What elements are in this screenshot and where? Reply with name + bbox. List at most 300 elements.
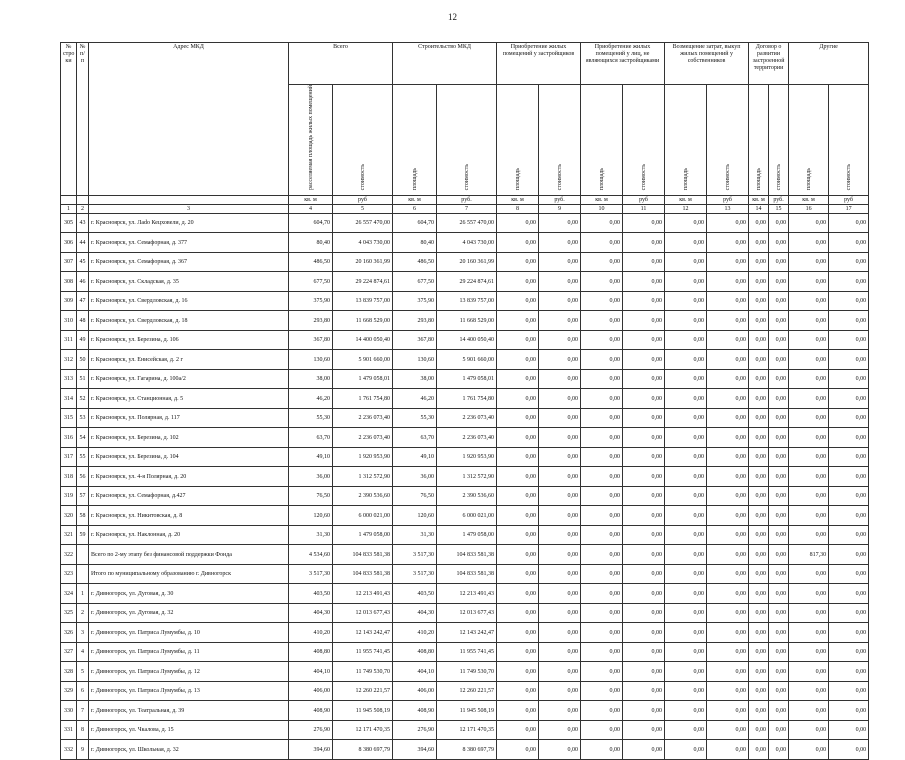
total-area: 63,70: [289, 428, 333, 448]
value-cell: 0,00: [789, 408, 829, 428]
row-number: 306: [61, 233, 77, 253]
value-cell: 0,00: [789, 506, 829, 526]
construction-area: 394,60: [393, 740, 437, 760]
value-cell: 0,00: [665, 740, 707, 760]
value-cell: 0,00: [789, 291, 829, 311]
value-cell: 0,00: [789, 467, 829, 487]
construction-cost: 14 400 050,40: [437, 330, 497, 350]
item-number: 52: [77, 389, 89, 409]
value-cell: 0,00: [497, 623, 539, 643]
row-number: 321: [61, 525, 77, 545]
row-number: 305: [61, 213, 77, 233]
construction-area: 406,00: [393, 681, 437, 701]
value-cell: 0,00: [707, 564, 749, 584]
value-cell: 0,00: [497, 369, 539, 389]
value-cell: 0,00: [581, 369, 623, 389]
value-cell: 0,00: [829, 584, 869, 604]
value-cell: 0,00: [829, 545, 869, 565]
value-cell: 0,00: [623, 447, 665, 467]
value-cell: 0,00: [707, 584, 749, 604]
column-number: 3: [89, 204, 289, 213]
total-cost: 104 833 581,38: [333, 564, 393, 584]
row-number: 316: [61, 428, 77, 448]
value-cell: 0,00: [539, 467, 581, 487]
value-cell: 0,00: [749, 311, 769, 331]
construction-area: 120,60: [393, 506, 437, 526]
table-row: [61, 272, 869, 292]
vheader-area: площадь: [755, 167, 762, 190]
value-cell: 0,00: [497, 506, 539, 526]
item-number: 9: [77, 740, 89, 760]
value-cell: 0,00: [539, 311, 581, 331]
value-cell: 0,00: [769, 584, 789, 604]
construction-cost: 12 143 242,47: [437, 623, 497, 643]
value-cell: 0,00: [749, 350, 769, 370]
value-cell: 0,00: [665, 720, 707, 740]
value-cell: 0,00: [623, 428, 665, 448]
value-cell: 0,00: [497, 603, 539, 623]
value-cell: 0,00: [789, 233, 829, 253]
units-row: [61, 195, 869, 204]
value-cell: 0,00: [749, 720, 769, 740]
construction-cost: 12 260 221,57: [437, 681, 497, 701]
row-number: 328: [61, 662, 77, 682]
value-cell: 0,00: [789, 623, 829, 643]
address-cell: г. Красноярск, ул. 4-я Полярная, д. 20: [89, 467, 289, 487]
value-cell: 0,00: [665, 233, 707, 253]
address-cell: г. Красноярск, ул. Складская, д. 35: [89, 272, 289, 292]
value-cell: 0,00: [829, 642, 869, 662]
total-area: 55,30: [289, 408, 333, 428]
construction-area: 276,90: [393, 720, 437, 740]
total-area: 31,30: [289, 525, 333, 545]
value-cell: 0,00: [769, 428, 789, 448]
value-cell: 0,00: [707, 623, 749, 643]
value-cell: 0,00: [497, 662, 539, 682]
table-row: [61, 642, 869, 662]
header-total: Всего: [289, 43, 393, 85]
value-cell: 0,00: [665, 564, 707, 584]
value-cell: 0,00: [829, 291, 869, 311]
value-cell: 0,00: [749, 233, 769, 253]
table-row: [61, 720, 869, 740]
value-cell: 0,00: [665, 350, 707, 370]
construction-area: 604,70: [393, 213, 437, 233]
construction-area: 76,50: [393, 486, 437, 506]
value-cell: 0,00: [539, 408, 581, 428]
construction-area: 408,80: [393, 642, 437, 662]
total-cost: 1 312 572,90: [333, 467, 393, 487]
value-cell: 0,00: [581, 486, 623, 506]
item-number: 6: [77, 681, 89, 701]
value-cell: 0,00: [665, 428, 707, 448]
unit-label: кв. м: [665, 195, 707, 204]
value-cell: 0,00: [749, 564, 769, 584]
value-cell: 0,00: [581, 447, 623, 467]
value-cell: 0,00: [789, 662, 829, 682]
address-cell: г. Красноярск, ул. Наклонная, д. 20: [89, 525, 289, 545]
value-cell: 0,00: [623, 467, 665, 487]
column-number: 2: [77, 204, 89, 213]
value-cell: 0,00: [749, 740, 769, 760]
value-cell: 0,00: [623, 564, 665, 584]
total-area: 76,50: [289, 486, 333, 506]
value-cell: 0,00: [497, 311, 539, 331]
total-area: 130,60: [289, 350, 333, 370]
header-contract: Договор о развитии застроенной территории: [749, 43, 789, 85]
value-cell: 0,00: [829, 389, 869, 409]
page-number: 12: [448, 12, 457, 22]
value-cell: 0,00: [769, 369, 789, 389]
value-cell: 0,00: [623, 525, 665, 545]
value-cell: 0,00: [769, 272, 789, 292]
construction-cost: 5 901 660,00: [437, 350, 497, 370]
total-area: 375,90: [289, 291, 333, 311]
total-cost: 4 043 730,00: [333, 233, 393, 253]
table-row: [61, 311, 869, 331]
address-cell: г. Дивногорск, ул. Чкалова, д. 15: [89, 720, 289, 740]
value-cell: 0,00: [623, 545, 665, 565]
value-cell: 0,00: [623, 603, 665, 623]
value-cell: 0,00: [539, 584, 581, 604]
value-cell: 0,00: [497, 291, 539, 311]
item-number: 4: [77, 642, 89, 662]
value-cell: 0,00: [581, 603, 623, 623]
address-cell: г. Красноярск, ул. Лado Кецховели, д. 20: [89, 213, 289, 233]
item-number: 59: [77, 525, 89, 545]
value-cell: 0,00: [497, 642, 539, 662]
row-number: 313: [61, 369, 77, 389]
value-cell: 0,00: [749, 447, 769, 467]
value-cell: 0,00: [581, 389, 623, 409]
total-area: 403,50: [289, 584, 333, 604]
value-cell: 0,00: [539, 662, 581, 682]
column-number: 15: [769, 204, 789, 213]
construction-area: 38,00: [393, 369, 437, 389]
value-cell: 0,00: [789, 740, 829, 760]
value-cell: 0,00: [769, 642, 789, 662]
construction-area: 375,90: [393, 291, 437, 311]
column-number: 10: [581, 204, 623, 213]
total-cost: 11 749 530,70: [333, 662, 393, 682]
value-cell: 0,00: [623, 642, 665, 662]
vheader-cost: стоимость: [359, 163, 366, 190]
value-cell: 0,00: [749, 506, 769, 526]
value-cell: 0,00: [539, 447, 581, 467]
value-cell: 0,00: [707, 350, 749, 370]
value-cell: 0,00: [665, 701, 707, 721]
table-row: [61, 389, 869, 409]
construction-cost: 11 668 529,00: [437, 311, 497, 331]
header-address: Адрес МКД: [89, 43, 289, 196]
value-cell: 0,00: [829, 233, 869, 253]
header-sub-no: № п/п: [77, 43, 89, 196]
value-cell: 0,00: [707, 545, 749, 565]
total-area: 120,60: [289, 506, 333, 526]
value-cell: 0,00: [581, 545, 623, 565]
construction-area: 3 517,30: [393, 564, 437, 584]
column-number: 8: [497, 204, 539, 213]
value-cell: 0,00: [581, 272, 623, 292]
value-cell: 0,00: [497, 486, 539, 506]
value-cell: 0,00: [623, 681, 665, 701]
item-number: 45: [77, 252, 89, 272]
table-row: [61, 408, 869, 428]
value-cell: 0,00: [789, 213, 829, 233]
resettlement-table: [60, 42, 869, 760]
value-cell: 0,00: [769, 447, 789, 467]
address-cell: г. Дивногорск, ул. Патриса Лумумбы, д. 10: [89, 623, 289, 643]
column-number: 4: [289, 204, 333, 213]
item-number: 54: [77, 428, 89, 448]
item-number: 2: [77, 603, 89, 623]
value-cell: 0,00: [623, 662, 665, 682]
address-cell: г. Дивногорск, ул. Школьная, д. 32: [89, 740, 289, 760]
item-number: 1: [77, 584, 89, 604]
construction-cost: 26 557 470,00: [437, 213, 497, 233]
value-cell: 0,00: [789, 564, 829, 584]
value-cell: 0,00: [497, 564, 539, 584]
value-cell: 0,00: [665, 389, 707, 409]
value-cell: 0,00: [769, 545, 789, 565]
value-cell: 0,00: [829, 213, 869, 233]
construction-area: 46,20: [393, 389, 437, 409]
value-cell: 0,00: [707, 369, 749, 389]
value-cell: 0,00: [749, 584, 769, 604]
value-cell: 0,00: [581, 701, 623, 721]
item-number: 43: [77, 213, 89, 233]
item-number: [77, 545, 89, 565]
table-row: [61, 369, 869, 389]
value-cell: 0,00: [769, 213, 789, 233]
unit-label: руб.: [769, 195, 789, 204]
vheader-cost: стоимость: [724, 163, 731, 190]
value-cell: 0,00: [707, 506, 749, 526]
row-number: 322: [61, 545, 77, 565]
table-row: [61, 350, 869, 370]
total-area: 406,00: [289, 681, 333, 701]
table-row: [61, 740, 869, 760]
address-cell: г. Дивногорск, ул. Патриса Лумумбы, д. 11: [89, 642, 289, 662]
unit-label: кв. м: [789, 195, 829, 204]
value-cell: 0,00: [789, 681, 829, 701]
construction-cost: 11 955 741,45: [437, 642, 497, 662]
vheader-area: площадь: [805, 167, 812, 190]
construction-cost: 1 479 058,01: [437, 369, 497, 389]
value-cell: 0,00: [707, 681, 749, 701]
value-cell: 0,00: [665, 584, 707, 604]
total-cost: 13 839 757,00: [333, 291, 393, 311]
value-cell: 0,00: [789, 603, 829, 623]
total-area: 408,80: [289, 642, 333, 662]
total-cost: 12 171 470,35: [333, 720, 393, 740]
address-cell: г. Красноярск, ул. Семафорная, д. 377: [89, 233, 289, 253]
row-number: 319: [61, 486, 77, 506]
value-cell: 0,00: [623, 408, 665, 428]
total-cost: 2 236 073,40: [333, 408, 393, 428]
value-cell: 0,00: [581, 681, 623, 701]
construction-area: 677,50: [393, 272, 437, 292]
value-cell: 0,00: [665, 291, 707, 311]
column-number: 1: [61, 204, 77, 213]
value-cell: 0,00: [707, 272, 749, 292]
total-area: 367,80: [289, 330, 333, 350]
table-row: [61, 252, 869, 272]
row-number: 307: [61, 252, 77, 272]
construction-area: 408,90: [393, 701, 437, 721]
construction-area: 410,20: [393, 623, 437, 643]
row-number: 311: [61, 330, 77, 350]
header-construction: Строительство МКД: [393, 43, 497, 85]
construction-area: 49,10: [393, 447, 437, 467]
value-cell: 0,00: [581, 584, 623, 604]
value-cell: 0,00: [539, 428, 581, 448]
value-cell: 0,00: [789, 311, 829, 331]
row-number: 318: [61, 467, 77, 487]
value-cell: 0,00: [789, 252, 829, 272]
value-cell: 0,00: [623, 291, 665, 311]
value-cell: 0,00: [665, 467, 707, 487]
value-cell: 0,00: [707, 252, 749, 272]
value-cell: 0,00: [769, 330, 789, 350]
vheader-area: площадь: [598, 167, 605, 190]
address-cell: г. Дивногорск, ул. Театральная, д. 39: [89, 701, 289, 721]
total-area: 404,10: [289, 662, 333, 682]
value-cell: 0,00: [623, 311, 665, 331]
table-row: [61, 447, 869, 467]
value-cell: 0,00: [497, 408, 539, 428]
value-cell: 0,00: [623, 584, 665, 604]
item-number: 7: [77, 701, 89, 721]
row-number: 326: [61, 623, 77, 643]
value-cell: 0,00: [829, 272, 869, 292]
value-cell: 0,00: [623, 272, 665, 292]
value-cell: 0,00: [539, 486, 581, 506]
total-cost: 1 761 754,80: [333, 389, 393, 409]
row-number: 330: [61, 701, 77, 721]
construction-cost: 104 833 581,38: [437, 545, 497, 565]
value-cell: 0,00: [497, 252, 539, 272]
header-other: Другие: [789, 43, 869, 85]
row-number: 320: [61, 506, 77, 526]
table-row: [61, 428, 869, 448]
value-cell: 0,00: [497, 584, 539, 604]
value-cell: 0,00: [769, 408, 789, 428]
total-area: 293,80: [289, 311, 333, 331]
value-cell: 0,00: [707, 389, 749, 409]
table-row: [61, 291, 869, 311]
vheader-resettled-area: расселяемая площадь жилых помещений: [307, 85, 314, 190]
item-number: 5: [77, 662, 89, 682]
value-cell: 0,00: [497, 330, 539, 350]
value-cell: 0,00: [623, 233, 665, 253]
value-cell: 0,00: [623, 389, 665, 409]
value-cell: 0,00: [581, 233, 623, 253]
unit-label: кв. м: [581, 195, 623, 204]
value-cell: 0,00: [769, 291, 789, 311]
total-cost: 104 833 581,38: [333, 545, 393, 565]
value-cell: 0,00: [497, 467, 539, 487]
construction-area: 404,10: [393, 662, 437, 682]
value-cell: 0,00: [539, 213, 581, 233]
construction-cost: 12 213 491,43: [437, 584, 497, 604]
address-cell: Итого по муниципальному образованию г. Дивногорск: [89, 564, 289, 584]
value-cell: 0,00: [665, 662, 707, 682]
construction-area: 31,30: [393, 525, 437, 545]
construction-cost: 12 171 470,35: [437, 720, 497, 740]
vheader-cost: стоимость: [463, 163, 470, 190]
value-cell: 0,00: [769, 525, 789, 545]
item-number: 57: [77, 486, 89, 506]
value-cell: 0,00: [665, 213, 707, 233]
total-cost: 26 557 470,00: [333, 213, 393, 233]
value-cell: 0,00: [539, 389, 581, 409]
value-cell: 0,00: [539, 506, 581, 526]
value-cell: 0,00: [769, 467, 789, 487]
row-number: 332: [61, 740, 77, 760]
unit-label: руб.: [437, 195, 497, 204]
value-cell: 0,00: [789, 272, 829, 292]
value-cell: 0,00: [829, 369, 869, 389]
value-cell: 0,00: [769, 350, 789, 370]
value-cell: 0,00: [707, 447, 749, 467]
row-number: 323: [61, 564, 77, 584]
value-cell: 0,00: [665, 369, 707, 389]
value-cell: 0,00: [497, 428, 539, 448]
construction-area: 80,40: [393, 233, 437, 253]
item-number: 53: [77, 408, 89, 428]
value-cell: 0,00: [497, 525, 539, 545]
address-cell: г. Дивногорск, ул. Патриса Лумумбы, д. 12: [89, 662, 289, 682]
column-number: 14: [749, 204, 769, 213]
row-number: 314: [61, 389, 77, 409]
unit-label: руб: [623, 195, 665, 204]
value-cell: 0,00: [665, 545, 707, 565]
value-cell: 0,00: [539, 525, 581, 545]
value-cell: 0,00: [539, 330, 581, 350]
value-cell: 0,00: [769, 623, 789, 643]
row-number: 310: [61, 311, 77, 331]
address-cell: г. Дивногорск, ул. Дуговая, д. 32: [89, 603, 289, 623]
value-cell: 0,00: [829, 486, 869, 506]
total-cost: 1 479 058,00: [333, 525, 393, 545]
column-number: 12: [665, 204, 707, 213]
total-area: 604,70: [289, 213, 333, 233]
value-cell: 0,00: [707, 603, 749, 623]
value-cell: 0,00: [769, 486, 789, 506]
value-cell: 0,00: [829, 428, 869, 448]
column-number: 9: [539, 204, 581, 213]
value-cell: 0,00: [623, 213, 665, 233]
value-cell: 0,00: [829, 603, 869, 623]
value-cell: 0,00: [539, 623, 581, 643]
table-row: [61, 584, 869, 604]
value-cell: 0,00: [539, 701, 581, 721]
construction-cost: 12 013 677,43: [437, 603, 497, 623]
value-cell: 0,00: [789, 389, 829, 409]
value-cell: 0,00: [623, 330, 665, 350]
value-cell: 0,00: [769, 233, 789, 253]
value-cell: 0,00: [707, 213, 749, 233]
value-cell: 0,00: [581, 642, 623, 662]
value-cell: 0,00: [749, 603, 769, 623]
address-cell: г. Красноярск, ул. Семафорная, д.427: [89, 486, 289, 506]
value-cell: 0,00: [829, 740, 869, 760]
value-cell: 0,00: [829, 623, 869, 643]
value-cell: 0,00: [769, 740, 789, 760]
row-number: 329: [61, 681, 77, 701]
value-cell: 0,00: [581, 623, 623, 643]
